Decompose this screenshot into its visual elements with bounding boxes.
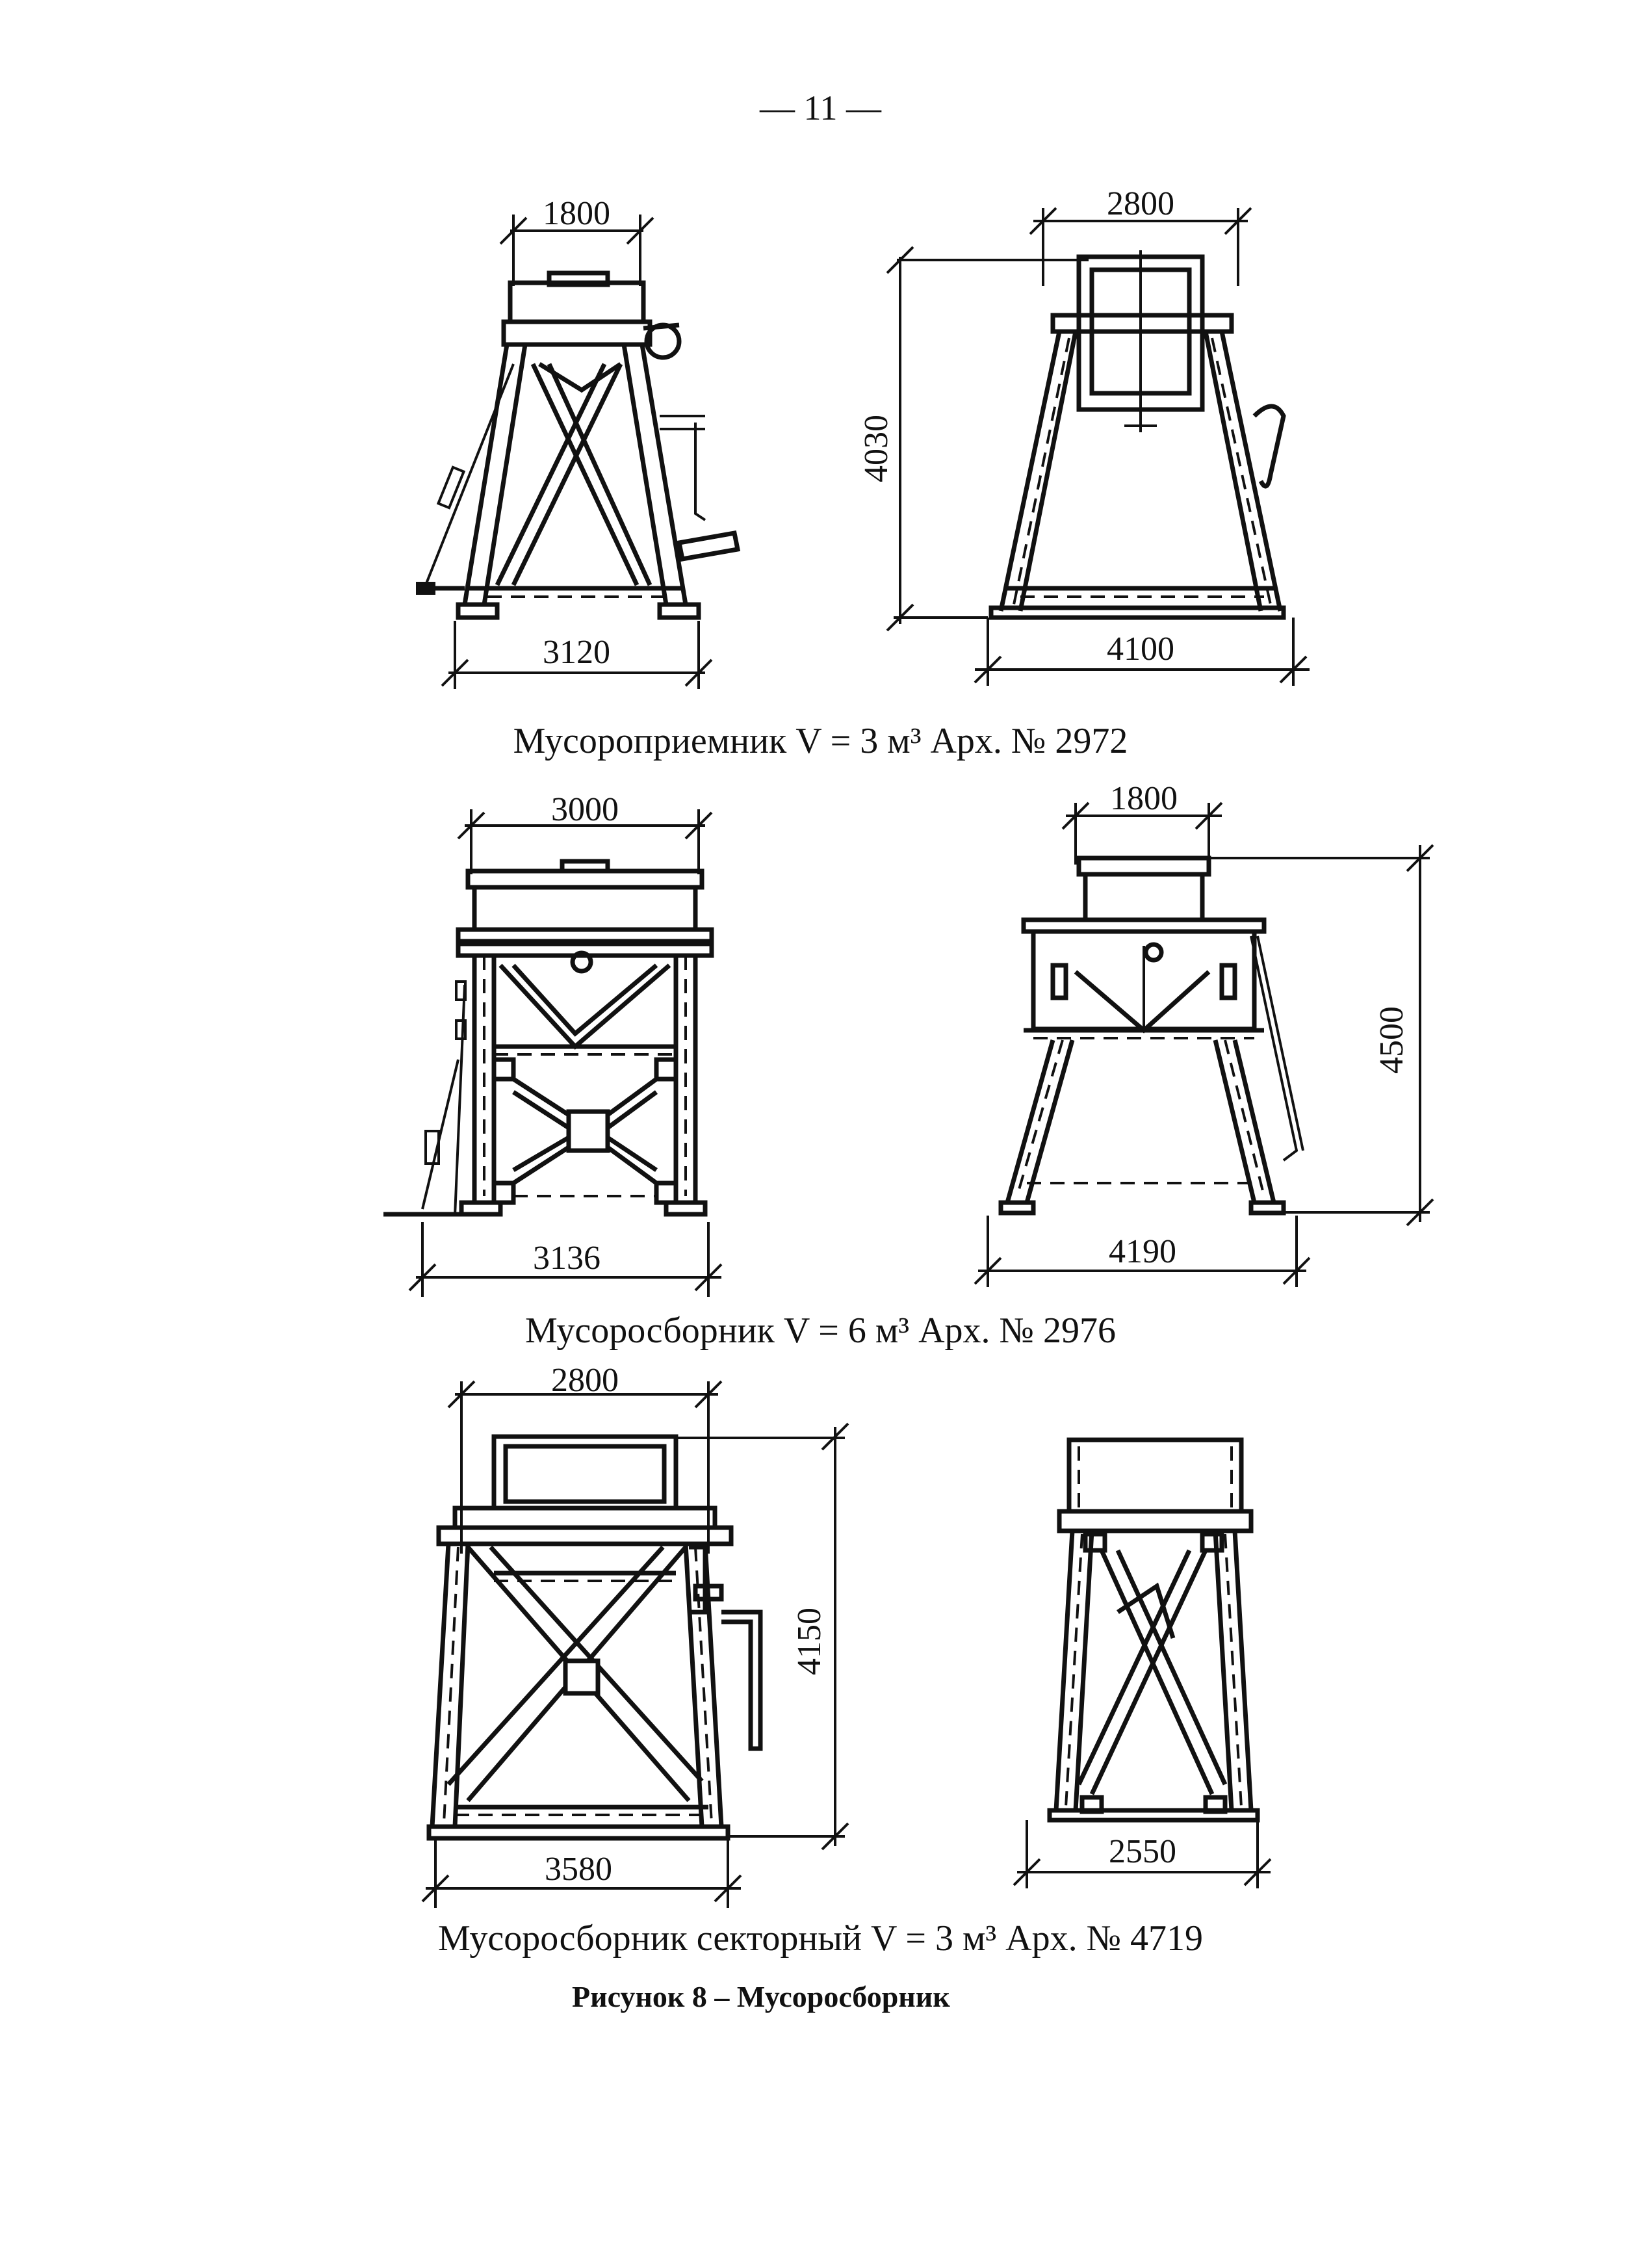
- receiver-front-base-width: 4100: [1107, 631, 1174, 668]
- sector-side-base-width: 3580: [545, 1851, 612, 1888]
- collector6-front-base-width: 4190: [1109, 1233, 1176, 1270]
- caption-receiver: Мусороприемник V = 3 м³ Арх. № 2972: [513, 721, 1128, 761]
- receiver-front-top-width: 2800: [1107, 185, 1174, 222]
- sector-front-base-width: 2550: [1109, 1833, 1176, 1870]
- receiver-front-view-drawing: [887, 208, 1310, 686]
- caption-collector-6: Мусоросборник V = 6 м³ Арх. № 2976: [525, 1310, 1116, 1351]
- sector-collector-side-view-drawing: [422, 1381, 848, 1908]
- sector-side-top-width: 2800: [551, 1362, 619, 1399]
- sector-collector-front-view-drawing: [1014, 1440, 1271, 1888]
- collector6-side-base-width: 3136: [533, 1240, 601, 1277]
- collector-6-front-view-drawing: [975, 803, 1433, 1287]
- sector-side-height: 4150: [791, 1608, 828, 1675]
- caption-sector-collector: Мусоросборник секторный V = 3 м³ Арх. № 4719: [437, 1918, 1204, 1959]
- figure-title: Рисунок 8 – Мусоросборник: [572, 1980, 950, 2013]
- collector6-side-top-width: 3000: [551, 791, 619, 828]
- collector-6-side-view-drawing: [383, 809, 721, 1297]
- receiver-side-base-width: 3120: [543, 634, 610, 671]
- page-number: — 11 —: [760, 88, 881, 127]
- receiver-front-height: 4030: [858, 415, 895, 482]
- collector6-front-height: 4500: [1373, 1006, 1410, 1074]
- receiver-side-view-drawing: [416, 215, 738, 689]
- collector6-front-top-width: 1800: [1110, 780, 1178, 817]
- receiver-side-top-width: 1800: [543, 195, 610, 232]
